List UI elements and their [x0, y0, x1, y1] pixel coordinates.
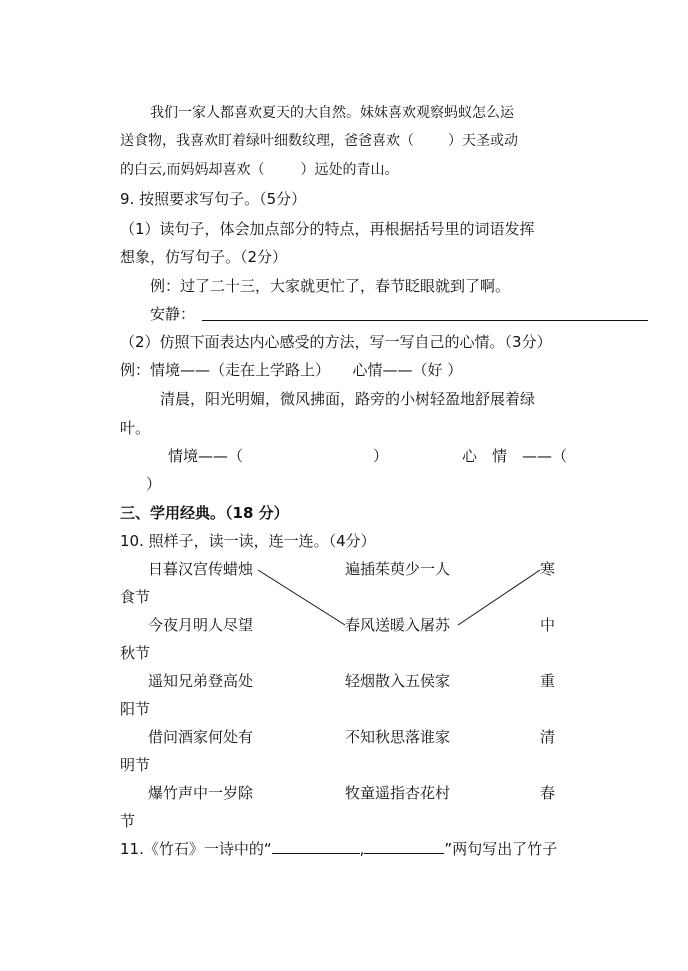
q10-row-5-wrap: 节	[120, 812, 136, 830]
q10-row-3-mid[interactable]: 轻烟散入五侯家	[345, 672, 451, 690]
q11-row	[120, 839, 557, 859]
q9-scene-line-1: 清晨，阳光明媚，微风拂面，路旁的小树轻盈地舒展着绿	[160, 390, 536, 408]
q10-row-1-mid[interactable]: 遍插茱萸少一人	[345, 560, 451, 578]
q10-row-2-mid[interactable]: 春风送暖入屠苏	[345, 616, 451, 634]
q9-part2-title: （2）仿照下面表达内心感受的方法，写一写自己的心情。（3分）	[120, 333, 552, 351]
passage-line-3-text-a: 的白云,而妈妈却喜欢（	[120, 162, 265, 178]
q9-title: 9. 按照要求写句子。（5分）	[120, 190, 307, 208]
q9-part1-line2: 想象，仿写句子。（2分）	[120, 248, 288, 266]
connector-line-right	[458, 570, 540, 625]
q10-row-4-right[interactable]: 清	[540, 728, 556, 746]
q11-text-c: ”两句写出了竹子	[444, 840, 558, 858]
q10-row-4-mid[interactable]: 不知秋思落谁家	[345, 728, 451, 746]
q10-row-1-right[interactable]: 寒	[540, 560, 556, 578]
q10-row-5-mid[interactable]: 牧童遥指杏花村	[345, 784, 451, 802]
q9-anjing-row	[150, 304, 195, 324]
q9-anjing-label: 安静：	[150, 305, 196, 323]
q10-row-2-wrap: 秋节	[120, 644, 151, 662]
q9-mood-close: ）	[146, 475, 162, 493]
connector-line-left	[258, 570, 345, 625]
q9-anjing-answer-line[interactable]	[202, 320, 648, 321]
q10-row-5-left[interactable]: 爆竹声中一岁除	[148, 784, 254, 802]
q10-row-3-left[interactable]: 遥知兄弟登高处	[148, 672, 254, 690]
q10-row-2-left[interactable]: 今夜月明人尽望	[148, 616, 254, 634]
passage-line-3	[120, 160, 398, 180]
q9-scene-close: ）	[373, 447, 389, 465]
q9-mood-open: 心 情 ——（	[462, 447, 568, 465]
q10-title: 10. 照样子，读一读，连一连。（4分）	[120, 532, 376, 550]
q11-text-b: ,	[359, 840, 365, 858]
q9-fill-row	[168, 446, 567, 466]
passage-line-2	[120, 131, 518, 151]
q10-row-5-right[interactable]: 春	[540, 784, 556, 802]
q9-part2-example: 例：情境——（走在上学路上） 心情——（好 ）	[120, 361, 463, 379]
q10-row-1-left[interactable]: 日暮汉宫传蜡烛	[148, 560, 254, 578]
q11-text-a: 11.《竹石》一诗中的“	[120, 840, 272, 858]
passage-line-3-text-b: ）远处的青山。	[300, 162, 399, 178]
q9-scene-open: 情境——（	[168, 447, 244, 465]
q10-row-1-wrap: 食节	[120, 588, 151, 606]
section-3-title: 三、学用经典。（18 分）	[120, 504, 289, 522]
q10-row-4-wrap: 明节	[120, 756, 151, 774]
q10-row-3-wrap: 阳节	[120, 700, 151, 718]
passage-line-2-text-a: 送食物，我喜欢盯着绿叶细数纹理，爸爸喜欢（	[120, 133, 414, 149]
q9-example: 例：过了二十三，大家就更忙了，春节眨眼就到了啊。	[150, 277, 511, 295]
passage-line-1: 我们一家人都喜欢夏天的大自然。妹妹喜欢观察蚂蚁怎么运	[150, 105, 514, 121]
passage-line-2-text-b: ）天圣或动	[448, 133, 518, 149]
q10-row-3-right[interactable]: 重	[540, 672, 556, 690]
q9-part1-line1: （1）读句子，体会加点部分的特点，再根据括号里的词语发挥	[120, 220, 535, 238]
q11-blank-1[interactable]	[272, 839, 360, 854]
q10-row-4-left[interactable]: 借问酒家何处有	[148, 728, 254, 746]
q11-blank-2[interactable]	[364, 839, 444, 854]
q10-row-2-right[interactable]: 中	[540, 616, 556, 634]
q9-scene-line-2: 叶。	[120, 419, 151, 437]
